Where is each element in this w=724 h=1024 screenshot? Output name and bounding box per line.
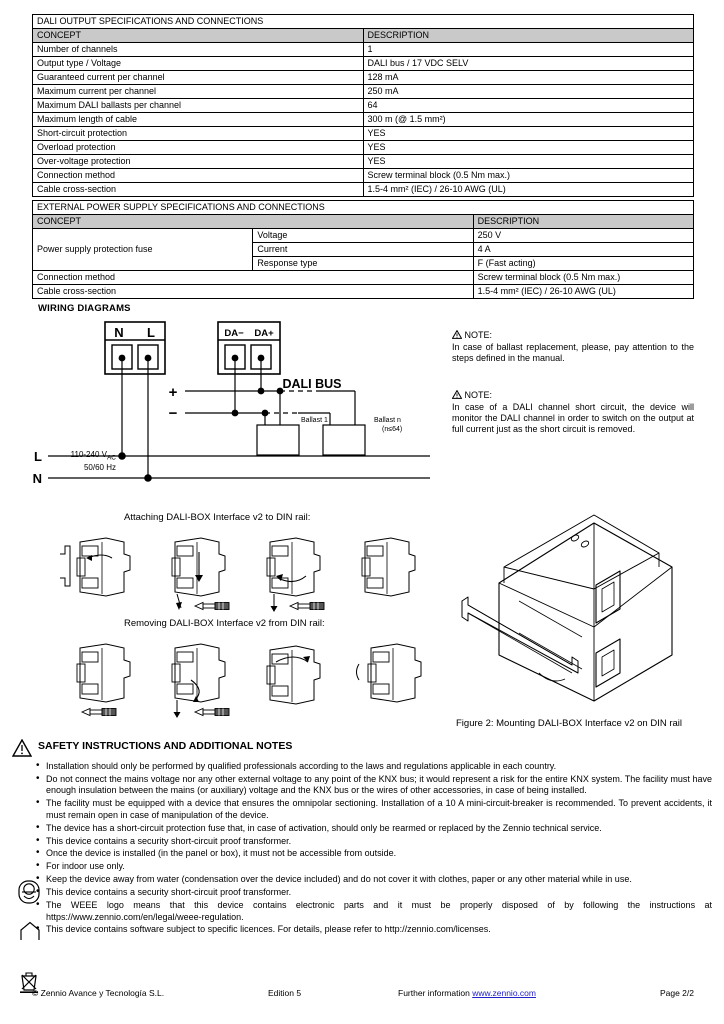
dali-terminal-label-negative: DA− (224, 328, 244, 339)
line-label: L (34, 449, 42, 464)
figure-2-illustration (444, 505, 694, 718)
din-remove-illustrations (60, 634, 440, 723)
column-header-description: DESCRIPTION (473, 215, 693, 229)
row-concept: Over-voltage protection (33, 155, 364, 169)
mains-terminal-label-l: L (147, 325, 155, 340)
table-row (33, 169, 694, 183)
column-header-description: DESCRIPTION (363, 29, 694, 43)
safety-bullet: • Installation should only be performed by qualified professionals according to the laws and regulations applicable in each country. (38, 761, 712, 772)
row-description: 4 A (473, 243, 693, 257)
row-description: 1 (363, 43, 694, 57)
din-remove-caption: Removing DALI-BOX Interface v2 from DIN rail: (124, 618, 325, 629)
safety-bullet: • Keep the device away from water (condensation over the device included) and do not cover it with clothes, paper or any other material while in use. (38, 874, 712, 885)
row-description: 128 mA (363, 71, 694, 85)
note-heading (452, 390, 694, 401)
table-row (33, 229, 694, 243)
warning-triangle-icon (452, 390, 462, 399)
supply-frequency: 50/60 Hz (83, 463, 116, 473)
note-block (452, 390, 694, 435)
row-concept: Cable cross-section (33, 285, 474, 299)
row-concept: Cable cross-section (33, 183, 364, 197)
row-concept-merged: Power supply protection fuse (33, 229, 253, 271)
row-description: 1.5-4 mm² (IEC) / 26-10 AWG (UL) (473, 285, 693, 299)
safety-bullet: • Once the device is installed (in the panel or box), it must not be accessible from outside. (38, 848, 712, 859)
note-head-text: NOTE: (464, 390, 493, 401)
dali-output-spec-table (32, 14, 694, 197)
row-description: 300 m (@ 1.5 mm²) (363, 113, 694, 127)
safety-bullet: • The facility must be equipped with a device that ensures the omnipolar sectioning. Installation of a 10 A mini-circuit-breaker is recommended. To prevent accidents, it must remain open in case of manipulation of the device. (38, 798, 712, 821)
row-description: YES (363, 127, 694, 141)
footer-edition: Edition 5 (268, 988, 302, 998)
footer-page-number: Page 2/2 (659, 988, 694, 998)
footer-copyright: © Zennio Avance y Tecnología S.L. (32, 988, 165, 998)
table-row (33, 155, 694, 169)
safety-bullet: • The WEEE logo means that this device contains electronic parts and it must be properly disposed of by following the instructions at https://www.zennio.com/en/legal/weee-regulation. (38, 900, 712, 923)
mains-terminal-label-n: N (114, 325, 124, 340)
row-subconcept: Voltage (253, 229, 473, 243)
table-body (33, 229, 694, 299)
table-header-row (33, 29, 694, 43)
polarity-plus-label: + (168, 384, 178, 401)
wiring-diagrams-title: WIRING DIAGRAMS (38, 303, 131, 314)
table-title-row (33, 201, 694, 215)
table-title: DALI OUTPUT SPECIFICATIONS AND CONNECTIONS (33, 15, 694, 29)
din-remove-svg (60, 634, 440, 720)
row-description: 250 V (473, 229, 693, 243)
row-description: DALI bus / 17 VDC SELV (363, 57, 694, 71)
zennio-website-link[interactable]: www.zennio.com (472, 988, 536, 998)
safety-instructions-section (12, 740, 712, 937)
row-concept: Short-circuit protection (33, 127, 364, 141)
din-rail-mount-svg (444, 505, 694, 715)
row-description: YES (363, 155, 694, 169)
column-header-concept: CONCEPT (33, 29, 364, 43)
wiring-diagram (30, 318, 450, 498)
row-concept: Connection method (33, 169, 364, 183)
row-description: F (Fast acting) (473, 257, 693, 271)
safety-bullet: • This device contains a security short-circuit proof transformer. (38, 836, 712, 847)
table-row (33, 71, 694, 85)
row-concept: Number of channels (33, 43, 364, 57)
table-body (33, 43, 694, 197)
table-row (33, 85, 694, 99)
table-row (33, 99, 694, 113)
row-concept: Guaranteed current per channel (33, 71, 364, 85)
safety-bullet: • For indoor use only. (38, 861, 712, 872)
din-attach-svg (60, 528, 440, 614)
safety-bullet-list (12, 761, 712, 936)
row-concept: Overload protection (33, 141, 364, 155)
dali-terminal-label-positive: DA+ (254, 328, 274, 339)
row-description: Screw terminal block (0.5 Nm max.) (363, 169, 694, 183)
table-row (33, 285, 694, 299)
table-title-row (33, 15, 694, 29)
table-row (33, 43, 694, 57)
row-subconcept: Response type (253, 257, 473, 271)
table-row (33, 271, 694, 285)
row-concept: Maximum DALI ballasts per channel (33, 99, 364, 113)
safety-bullet: • This device contains software subject to specific licences. For details, please refer to http://zennio.com/licenses. (38, 924, 712, 935)
ballast-first-label: Ballast 1 (301, 417, 328, 424)
row-description: Screw terminal block (0.5 Nm max.) (473, 271, 693, 285)
row-subconcept: Current (253, 243, 473, 257)
note-heading (452, 330, 694, 341)
safety-bullet: • This device contains a security short-circuit proof transformer. (38, 887, 712, 898)
row-description: 1.5-4 mm² (IEC) / 26-10 AWG (UL) (363, 183, 694, 197)
row-concept: Maximum length of cable (33, 113, 364, 127)
table-row (33, 57, 694, 71)
row-description: 64 (363, 99, 694, 113)
polarity-minus-label: − (168, 405, 178, 422)
notes-column (452, 330, 694, 461)
table-row (33, 183, 694, 197)
note-text: In case of a DALI channel short circuit, the device will monitor the DALI channel in order to switch on the output at full current just as the short circuit is removed. (452, 401, 694, 435)
table-row (33, 141, 694, 155)
row-concept: Output type / Voltage (33, 57, 364, 71)
footer-further-label: Further information (398, 988, 470, 998)
row-description: YES (363, 141, 694, 155)
safety-bullet: • The device has a short-circuit protection fuse that, in case of activation, should only be rearmed or replaced by the Zennio technical service. (38, 823, 712, 834)
row-description: 250 mA (363, 85, 694, 99)
warning-triangle-icon (452, 330, 462, 339)
figure-2-caption: Figure 2: Mounting DALI-BOX Interface v2 on DIN rail (456, 718, 682, 729)
table-row (33, 113, 694, 127)
safety-heading (12, 740, 712, 757)
table-title: EXTERNAL POWER SUPPLY SPECIFICATIONS AND CONNECTIONS (33, 201, 694, 215)
row-concept: Connection method (33, 271, 474, 285)
supply-voltage-subscript: AC (106, 454, 116, 462)
safety-title: SAFETY INSTRUCTIONS AND ADDITIONAL NOTES (38, 740, 293, 752)
note-text: In case of ballast replacement, please, pay attention to the steps defined in the manual. (452, 341, 694, 363)
safety-bullet: • Do not connect the mains voltage nor any other external voltage to any point of the KNX bus; it would represent a risk for the entire KNX system. The facility must have enough insulation between the mains (or auxiliary) voltage and the KNX bus or the wires of other accessories, in case of being installed. (38, 774, 712, 797)
dali-bus-label: DALI BUS (282, 377, 342, 391)
note-block (452, 330, 694, 364)
warning-triangle-icon (12, 739, 32, 757)
din-attach-illustrations (60, 528, 440, 617)
page-footer (32, 988, 694, 998)
column-header-concept: CONCEPT (33, 215, 474, 229)
supply-voltage: 110-240 V (70, 450, 107, 459)
footer-further-info (398, 988, 624, 998)
din-attach-caption: Attaching DALI-BOX Interface v2 to DIN rail: (124, 512, 311, 523)
ballast-last-label: Ballast n (374, 417, 401, 424)
supply-rating (30, 450, 116, 473)
table-header-row (33, 215, 694, 229)
note-head-text: NOTE: (464, 330, 493, 340)
table-row (33, 127, 694, 141)
ballast-limit-label: (n≤64) (382, 426, 403, 433)
external-power-supply-spec-table (32, 200, 694, 299)
neutral-label: N (32, 471, 42, 486)
row-concept: Maximum current per channel (33, 85, 364, 99)
